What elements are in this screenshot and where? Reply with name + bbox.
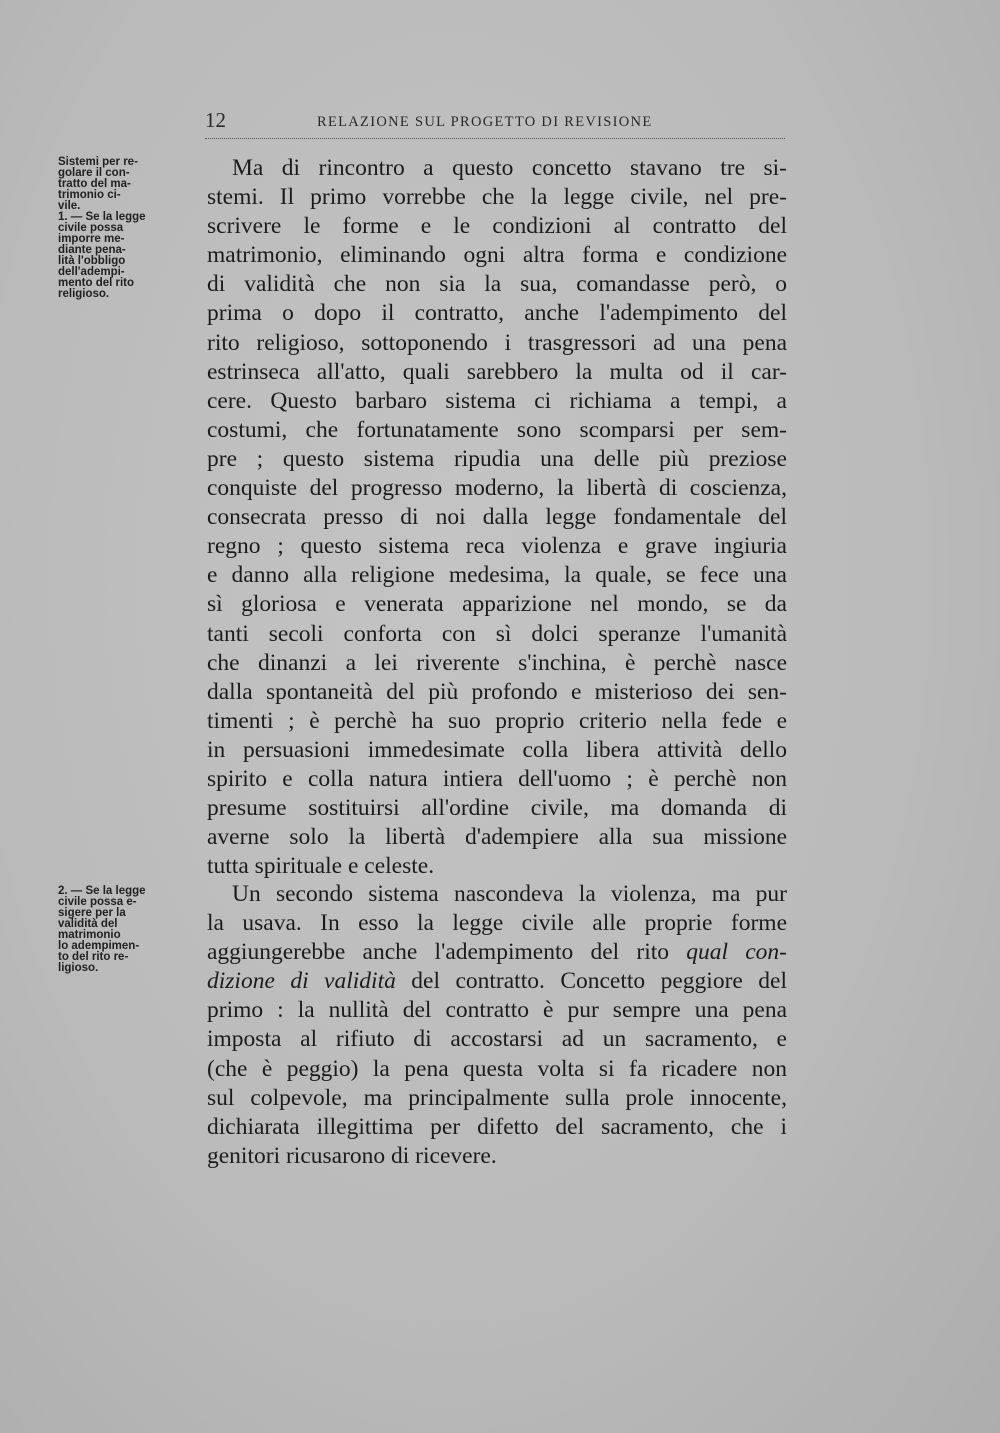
margin-note-line: 2. — Se la legge [58,885,146,897]
text-line: spirito e colla natura intiera dell'uomo ; è perchè non [207,765,787,792]
margin-note-line: tratto del ma- [58,178,131,190]
margin-note-line: to del rito re- [58,951,129,963]
running-title: RELAZIONE SUL PROGETTO DI REVISIONE [317,114,653,130]
margin-note-line: sigere per la [58,907,126,919]
text-line: di validità che non sia la sua, comandasse però, o [207,271,787,298]
text-line: stemi. Il primo vorrebbe che la legge civile, nel pre- [207,184,787,211]
text-run: aggiungerebbe anche l'adempimento del rito [207,939,687,966]
text-line: estrinseca all'atto, quali sarebbero la multa od il car- [207,358,787,385]
text-line: Ma di rincontro a questo concetto stavano tre si- [232,155,787,181]
header-rule [205,138,785,139]
margin-note-line: civile possa e- [58,896,137,908]
margin-note-line: mento del rito [58,277,135,289]
text-line: tanti secoli conforta con sì dolci speranze l'umanità [207,620,787,647]
margin-note-1 [58,157,208,300]
margin-note-line: Sistemi per re- [58,156,138,168]
text-line: prima o dopo il contratto, anche l'adempimento del [207,300,787,327]
margin-note-line: vile. [58,200,81,212]
text-line: pre ; questo sistema ripudia una delle più preziose [207,445,787,472]
margin-note-line: civile possa [58,222,124,234]
margin-note-line: dell'adempi- [58,266,125,278]
text-line: primo : la nullità del contratto è pur sempre una pena [207,997,787,1024]
text-line: genitori ricusarono di ricevere. [207,1142,497,1169]
text-line: sul colpevole, ma principalmente sulla prole innocente, [207,1084,787,1111]
margin-note-line: imporre me- [58,233,125,245]
italic-phrase: qual con- [686,939,787,966]
margin-note-line: validità del [58,918,118,930]
text-line: sì gloriosa e venerata apparizione nel mondo, se da [207,591,787,618]
margin-note-line: trimonio ci- [58,189,121,201]
text-line: la usava. In esso la legge civile alle proprie forme [207,910,787,937]
text-line: (che è peggio) la pena questa volta si fa ricadere non [207,1055,787,1082]
paragraph-2 [207,880,787,1171]
margin-note-line: ligioso. [58,962,99,974]
text-line: in persuasioni immedesimate colla libera attività dello [207,736,787,763]
text-line: regno ; questo sistema reca violenza e grave ingiuria [207,533,787,560]
italic-phrase: dizione di validità [207,968,396,995]
text-line: dichiarata illegittima per difetto del sacramento, che i [207,1113,787,1140]
margin-note-line: lo adempimen- [58,940,140,952]
text-line: conquiste del progresso moderno, la libertà di coscienza, [207,475,787,502]
text-line: cere. Questo barbaro sistema ci richiama a tempi, a [207,387,787,414]
text-line: consecrata presso di noi dalla legge fondamentale del [207,504,787,531]
text-line: e danno alla religione medesima, la quale, se fece una [207,562,787,589]
margin-note-line: diante pena- [58,244,126,256]
page-header [205,108,785,138]
text-line: imposta al rifiuto di accostarsi ad un sacramento, e [207,1026,787,1053]
text-line: scrivere le forme e le condizioni al contratto del [207,213,787,240]
text-line: tutta spirituale e celeste. [207,853,435,880]
page-number: 12 [205,108,226,132]
text-line: costumi, che fortunatamente sono scomparsi per sem- [207,416,787,443]
text-line: che dinanzi a lei riverente s'inchina, è perchè nasce [207,649,787,676]
text-line: timenti ; è perchè ha suo proprio criterio nella fede e [207,707,787,734]
margin-note-line: 1. — Se la legge [58,211,146,223]
text-line [207,938,787,967]
text-run: del contratto. Concetto peggiore del [395,968,787,995]
text-line: averne solo la libertà d'adempiere alla sua missione [207,824,787,851]
margin-note-line: matrimonio [58,929,121,941]
margin-note-2 [58,886,208,974]
margin-note-line: religioso. [58,288,110,300]
text-line [207,967,787,996]
margin-note-line: lità l'obbligo [58,255,126,267]
text-line: presume sostituirsi all'ordine civile, ma domanda di [207,795,787,822]
text-line: rito religioso, sottoponendo i trasgressori ad una pena [207,329,787,356]
margin-note-line: golare il con- [58,167,130,179]
text-line: dalla spontaneità del più profondo e misterioso dei sen- [207,678,787,705]
text-line: matrimonio, eliminando ogni altra forma e condizione [207,242,787,269]
paragraph-1 [207,154,787,881]
text-line: Un secondo sistema nascondeva la violenza, ma pur [232,881,787,907]
